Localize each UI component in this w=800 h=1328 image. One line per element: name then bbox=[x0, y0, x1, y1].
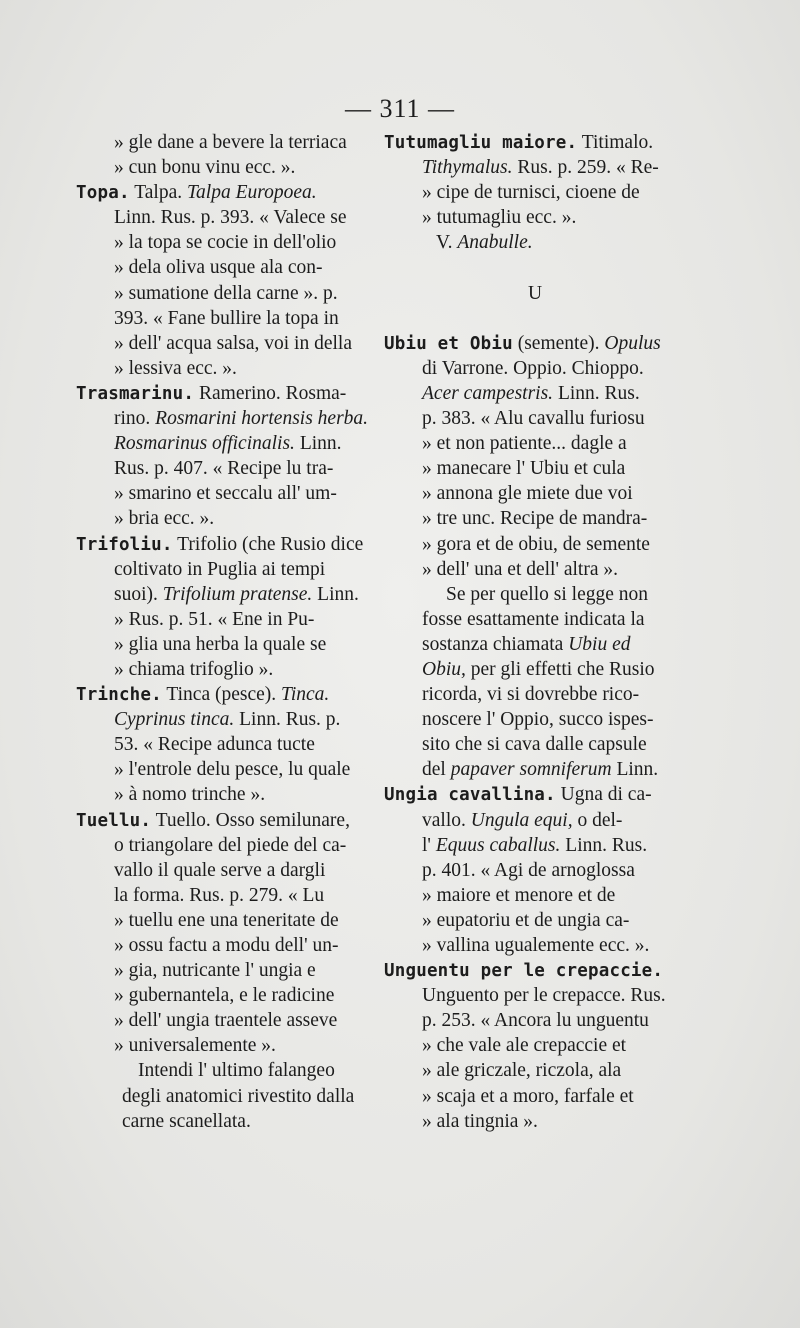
text-line bbox=[76, 983, 372, 1008]
line-text: » dell' acqua salsa, voi in della bbox=[114, 332, 352, 354]
latin-name: Equus caballus. bbox=[435, 834, 561, 856]
text-line bbox=[76, 155, 372, 180]
text-line bbox=[384, 833, 686, 858]
text-line bbox=[384, 306, 686, 331]
line-text: la forma. Rus. p. 279. « Lu bbox=[114, 884, 325, 906]
line-text: Linn. Rus. bbox=[553, 382, 640, 404]
text-line bbox=[384, 331, 686, 356]
line-text: Linn. bbox=[294, 433, 342, 455]
latin-name: Anabulle. bbox=[457, 232, 533, 254]
entry-headword: Tutumagliu maiore. bbox=[384, 133, 578, 153]
line-text: Linn. bbox=[312, 583, 359, 605]
line-text: (semente). bbox=[512, 332, 605, 354]
text-line bbox=[384, 557, 686, 582]
text-line bbox=[384, 1109, 686, 1134]
text-line bbox=[384, 933, 686, 958]
latin-name: Talpa Europoea. bbox=[187, 182, 317, 204]
entry-headword: Trasmarinu. bbox=[76, 383, 195, 404]
text-line bbox=[76, 808, 372, 833]
text-line bbox=[76, 958, 372, 983]
text-line bbox=[384, 381, 686, 406]
text-line bbox=[384, 506, 686, 531]
entry-headword: Trinche. bbox=[76, 685, 162, 706]
latin-name: Tinca. bbox=[281, 684, 330, 706]
line-text: Se per quello si legge non bbox=[446, 583, 648, 605]
line-text: » smarino et seccalu all' um- bbox=[114, 483, 337, 505]
line-text: p. 253. « Ancora lu unguentu bbox=[422, 1010, 649, 1032]
latin-name: Obiu, bbox=[422, 658, 466, 680]
line-text: » universalemente ». bbox=[114, 1035, 276, 1057]
line-text: degli anatomici rivestito dalla bbox=[122, 1085, 355, 1107]
latin-name: Trifolium pratense. bbox=[162, 583, 313, 605]
text-line bbox=[76, 331, 372, 356]
line-text: Intendi l' ultimo falangeo bbox=[138, 1060, 335, 1082]
latin-name: Rosmarinus officinalis. bbox=[114, 433, 295, 455]
line-text: o del- bbox=[572, 809, 623, 831]
text-line bbox=[384, 732, 686, 757]
text-line bbox=[384, 532, 686, 557]
line-text: » tuellu ene una teneritate de bbox=[114, 909, 339, 931]
latin-name: Ungula equi, bbox=[470, 809, 573, 831]
line-text: vallo il quale serve a dargli bbox=[114, 859, 326, 881]
right-column bbox=[384, 130, 686, 1134]
line-text: Rus. p. 407. « Recipe lu tra- bbox=[114, 458, 334, 480]
text-line bbox=[384, 155, 686, 180]
text-line bbox=[76, 707, 372, 732]
text-line bbox=[76, 883, 372, 908]
line-text: » bria ecc. ». bbox=[114, 508, 215, 530]
line-text: Rus. p. 259. « Re- bbox=[512, 157, 659, 179]
line-text: Tinca (pesce). bbox=[161, 684, 282, 706]
latin-name: Tithymalus. bbox=[422, 157, 513, 179]
line-text: » dell' una et dell' altra ». bbox=[422, 558, 618, 580]
line-text: » glia una herba la quale se bbox=[114, 633, 327, 655]
text-line bbox=[76, 255, 372, 280]
line-text: » sumatione della carne ». p. bbox=[114, 282, 338, 304]
text-line bbox=[76, 481, 372, 506]
text-line bbox=[76, 130, 372, 155]
line-text: » l'entrole delu pesce, lu quale bbox=[114, 759, 351, 781]
line-text: » tre unc. Recipe de mandra- bbox=[422, 508, 648, 530]
text-line bbox=[76, 180, 372, 205]
line-text: U bbox=[527, 282, 543, 304]
line-text: Linn. Rus. p. 393. « Valece se bbox=[114, 207, 347, 229]
entry-headword: Topa. bbox=[76, 183, 130, 204]
text-line bbox=[76, 657, 372, 682]
text-line bbox=[384, 782, 686, 807]
line-text: » vallina ugualemente ecc. ». bbox=[422, 935, 650, 956]
text-line bbox=[76, 557, 372, 582]
text-line bbox=[384, 406, 686, 431]
text-line bbox=[76, 607, 372, 632]
line-text: Ramerino. Rosma- bbox=[194, 382, 347, 404]
text-line bbox=[384, 632, 686, 657]
line-text: » maiore et menore et de bbox=[422, 884, 616, 906]
text-line bbox=[384, 808, 686, 833]
line-text: o triangolare del piede del ca- bbox=[114, 834, 347, 856]
text-line bbox=[76, 1008, 372, 1033]
text-line bbox=[384, 582, 686, 607]
text-line bbox=[76, 582, 372, 607]
text-line bbox=[76, 406, 372, 431]
text-line bbox=[384, 130, 686, 155]
line-text: » gia, nutricante l' ungia e bbox=[114, 960, 316, 982]
entry-headword: Unguentu per le crepaccie. bbox=[384, 961, 664, 982]
line-text: » manecare l' Ubiu et cula bbox=[422, 458, 626, 480]
text-line bbox=[76, 532, 372, 557]
text-line bbox=[384, 983, 686, 1008]
text-line bbox=[384, 1008, 686, 1033]
line-text: carne scanellata. bbox=[122, 1110, 251, 1132]
text-line bbox=[76, 632, 372, 657]
line-text: Unguento per le crepacce. Rus. bbox=[422, 985, 666, 1007]
text-line bbox=[76, 205, 372, 230]
latin-name: papaver somniferum bbox=[450, 759, 612, 781]
entry-headword: Ungia cavallina. bbox=[384, 785, 556, 806]
text-line bbox=[384, 281, 686, 306]
line-text: del bbox=[422, 759, 451, 781]
entry-headword: Trifoliu. bbox=[76, 534, 173, 555]
latin-name: Rosmarini hortensis herba. bbox=[155, 408, 369, 430]
line-text: coltivato in Puglia ai tempi bbox=[114, 558, 326, 580]
latin-name: Ubiu ed bbox=[568, 633, 631, 655]
line-text: » cun bonu vinu ecc. ». bbox=[114, 157, 296, 179]
line-text: p. 383. « Alu cavallu furiosu bbox=[422, 408, 645, 430]
line-text: V. bbox=[436, 232, 458, 254]
text-line bbox=[76, 732, 372, 757]
line-text: Titimalo. bbox=[577, 132, 654, 153]
line-text: rino. bbox=[114, 408, 156, 430]
line-text: » ale griczale, riczola, ala bbox=[422, 1060, 622, 1082]
line-text: p. 401. « Agi de arnoglossa bbox=[422, 859, 635, 881]
text-line bbox=[384, 1033, 686, 1058]
line-text: ricorda, vi si dovrebbe rico- bbox=[422, 684, 640, 706]
line-text: » eupatoriu et de ungia ca- bbox=[422, 909, 630, 931]
entry-headword: Ubiu et Obiu bbox=[384, 333, 513, 354]
text-line bbox=[76, 1033, 372, 1058]
line-text: » gora et de obiu, de semente bbox=[422, 533, 650, 555]
line-text: » et non patiente... dagle a bbox=[422, 433, 627, 455]
text-line bbox=[76, 431, 372, 456]
line-text: Ugna di ca- bbox=[555, 784, 652, 806]
line-text: » Rus. p. 51. « Ene in Pu- bbox=[114, 608, 315, 630]
line-text: » annona gle miete due voi bbox=[422, 483, 633, 505]
line-text: Talpa. bbox=[129, 182, 187, 204]
text-line bbox=[76, 682, 372, 707]
line-text: suoi). bbox=[114, 583, 163, 605]
text-line bbox=[76, 230, 372, 255]
line-text: 53. « Recipe adunca tucte bbox=[114, 734, 315, 756]
text-line bbox=[384, 255, 686, 280]
text-line bbox=[76, 281, 372, 306]
line-text: sito che si cava dalle capsule bbox=[422, 734, 647, 756]
text-line bbox=[384, 431, 686, 456]
text-line bbox=[384, 607, 686, 632]
text-line bbox=[384, 958, 686, 983]
text-line bbox=[384, 180, 686, 205]
text-line bbox=[384, 356, 686, 381]
page-number: — 311 — bbox=[344, 94, 456, 123]
text-line bbox=[76, 858, 372, 883]
text-line bbox=[384, 908, 686, 933]
text-line bbox=[384, 883, 686, 908]
line-text: noscere l' Oppio, succo ispes- bbox=[422, 709, 654, 731]
line-text: sostanza chiamata bbox=[422, 633, 569, 655]
text-line bbox=[384, 682, 686, 707]
text-line bbox=[76, 908, 372, 933]
line-text: » dela oliva usque ala con- bbox=[114, 257, 323, 279]
line-text: fosse esattamente indicata la bbox=[422, 608, 645, 630]
text-line bbox=[76, 506, 372, 531]
text-line bbox=[76, 833, 372, 858]
text-line bbox=[384, 657, 686, 682]
text-line bbox=[76, 933, 372, 958]
left-column bbox=[76, 130, 372, 1134]
text-line bbox=[384, 481, 686, 506]
line-text: » chiama trifoglio ». bbox=[114, 658, 274, 680]
line-text: » cipe de turnisci, cioene de bbox=[422, 182, 640, 204]
line-text: l' bbox=[422, 834, 436, 856]
text-line bbox=[384, 230, 686, 255]
line-text: » ossu factu a modu dell' un- bbox=[114, 935, 339, 956]
latin-name: Acer campestris. bbox=[422, 382, 554, 404]
line-text: » ala tingnia ». bbox=[422, 1110, 538, 1132]
text-line bbox=[76, 782, 372, 807]
text-line bbox=[76, 757, 372, 782]
text-line bbox=[384, 707, 686, 732]
line-text: » che vale ale crepaccie et bbox=[422, 1035, 627, 1057]
text-line bbox=[384, 1084, 686, 1109]
line-text: » lessiva ecc. ». bbox=[114, 357, 237, 379]
text-line bbox=[384, 757, 686, 782]
line-text: » dell' ungia traentele asseve bbox=[114, 1010, 338, 1032]
line-text: Linn. Rus. p. bbox=[234, 709, 341, 731]
text-line bbox=[384, 858, 686, 883]
line-text: vallo. bbox=[422, 809, 471, 831]
latin-name: Cyprinus tinca. bbox=[114, 709, 235, 731]
line-text: » la topa se cocie in dell'olio bbox=[114, 232, 337, 254]
line-text: 393. « Fane bullire la topa in bbox=[114, 307, 339, 329]
line-text: » gubernantela, e le radicine bbox=[114, 985, 335, 1007]
text-line bbox=[76, 356, 372, 381]
line-text: » gle dane a bevere la terriaca bbox=[114, 132, 347, 153]
text-line bbox=[76, 456, 372, 481]
line-text: » à nomo trinche ». bbox=[114, 784, 266, 806]
text-line bbox=[76, 381, 372, 406]
text-line bbox=[384, 456, 686, 481]
text-line bbox=[76, 1084, 372, 1109]
line-text: Trifolio (che Rusio dice bbox=[172, 533, 364, 555]
line-text: per gli effetti che Rusio bbox=[465, 658, 655, 680]
line-text: Tuello. Osso semilunare, bbox=[151, 809, 350, 831]
text-line bbox=[76, 1109, 372, 1134]
line-text: » scaja et a moro, farfale et bbox=[422, 1085, 634, 1107]
line-text: » tutumagliu ecc. ». bbox=[422, 207, 577, 229]
text-line bbox=[76, 1058, 372, 1083]
text-line bbox=[384, 1058, 686, 1083]
entry-headword: Tuellu. bbox=[76, 810, 152, 831]
text-line bbox=[384, 205, 686, 230]
line-text: Linn. Rus. bbox=[560, 834, 648, 856]
text-line bbox=[76, 306, 372, 331]
latin-name: Opulus bbox=[604, 332, 661, 354]
line-text: Linn. bbox=[611, 759, 659, 781]
line-text: di Varrone. Oppio. Chioppo. bbox=[422, 357, 644, 379]
